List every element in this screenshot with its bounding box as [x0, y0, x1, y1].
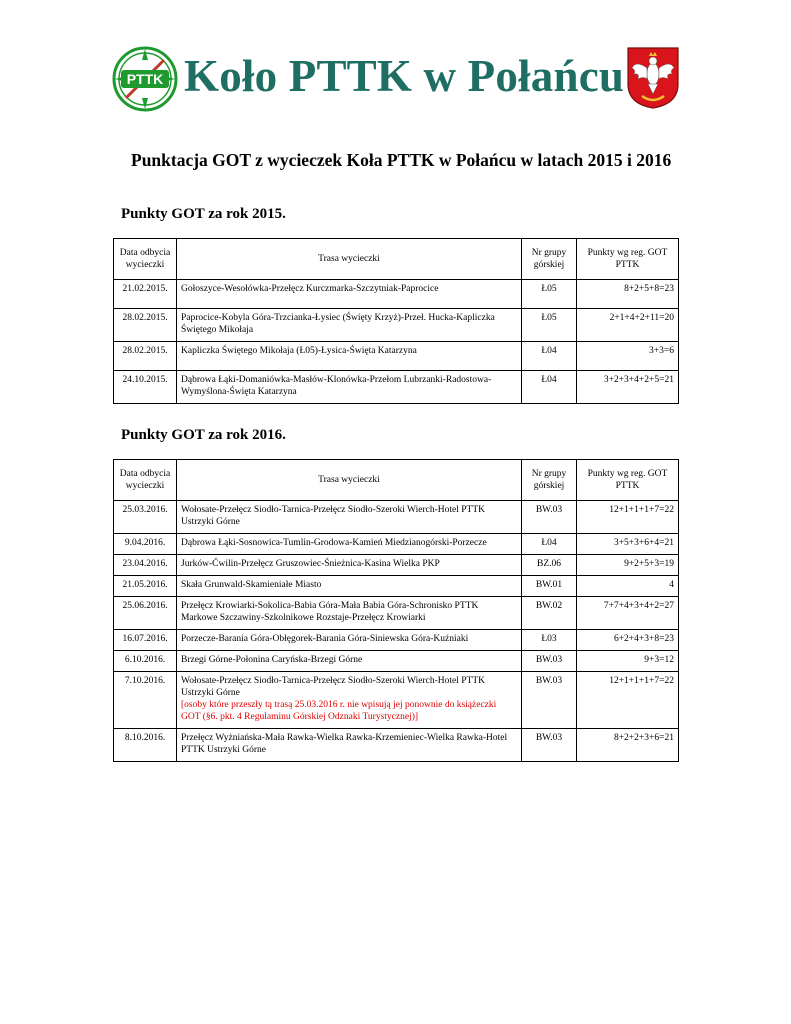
- cell-group: Ł05: [522, 309, 577, 342]
- cell-points: 3+5+3+6+4=21: [577, 534, 679, 555]
- cell-route: Porzecze-Barania Góra-Obłęgorek-Barania Góra-Siniewska Góra-Kuźniaki: [177, 630, 522, 651]
- cell-date: 8.10.2016.: [114, 729, 177, 762]
- document-title: Punktacja GOT z wycieczek Koła PTTK w Połańcu w latach 2015 i 2016: [131, 150, 672, 170]
- cell-group: BW.03: [522, 729, 577, 762]
- cell-points: 4: [577, 576, 679, 597]
- cell-date: 21.05.2016.: [114, 576, 177, 597]
- got-table-2015: [113, 238, 679, 404]
- cell-group: Ł04: [522, 534, 577, 555]
- cell-route: Wołosate-Przełęcz Siodło-Tarnica-Przełęcz Siodło-Szeroki Wierch-Hotel PTTK Ustrzyki Górne: [177, 501, 522, 534]
- table-header-row: [114, 239, 679, 280]
- cell-route: Przełęcz Wyżniańska-Mała Rawka-Wielka Rawka-Krzemieniec-Wielka Rawka-Hotel PTTK Ustrzyki Górne: [177, 729, 522, 762]
- cell-date: 24.10.2015.: [114, 371, 177, 404]
- table-row: [114, 651, 679, 672]
- cell-points: 9+2+5+3=19: [577, 555, 679, 576]
- section-title-2016: Punkty GOT za rok 2016.: [121, 427, 286, 443]
- cell-date: 28.02.2015.: [114, 342, 177, 371]
- polaniec-coat-of-arms-icon: [626, 46, 680, 110]
- cell-route: Przełęcz Krowiarki-Sokolica-Babia Góra-Mała Babia Góra-Schronisko PTTK Markowe Szczawiny-Szkolnikowe Rozstaje-Przełęcz Krowiarki: [177, 597, 522, 630]
- logo-text: PTTK: [126, 71, 164, 87]
- table-row: [114, 597, 679, 630]
- cell-route: Brzegi Górne-Połonina Caryńska-Brzegi Górne: [177, 651, 522, 672]
- cell-group: BZ.06: [522, 555, 577, 576]
- cell-route: Paprocice-Kobyla Góra-Trzcianka-Łysiec (Święty Krzyż)-Przeł. Hucka-Kapliczka Świętego Mikołaja: [177, 309, 522, 342]
- table-row: [114, 280, 679, 309]
- cell-date: 16.07.2016.: [114, 630, 177, 651]
- cell-route: Gołoszyce-Wesołówka-Przełęcz Kurczmarka-Szczytniak-Paprocice: [177, 280, 522, 309]
- cell-route: Jurków-Ćwilin-Przełęcz Gruszowiec-Śnieżnica-Kasina Wielka PKP: [177, 555, 522, 576]
- cell-group: Ł03: [522, 630, 577, 651]
- cell-group: BW.03: [522, 501, 577, 534]
- column-header-date: Data odbycia wycieczki: [114, 460, 177, 501]
- table-row: [114, 534, 679, 555]
- table-row: [114, 501, 679, 534]
- pttk-badge-icon: [112, 46, 178, 112]
- table-row: [114, 672, 679, 729]
- cell-points: 9+3=12: [577, 651, 679, 672]
- cell-date: 23.04.2016.: [114, 555, 177, 576]
- table-row: [114, 371, 679, 404]
- cell-date: 9.04.2016.: [114, 534, 177, 555]
- column-header-route: Trasa wycieczki: [177, 239, 522, 280]
- table-row: [114, 555, 679, 576]
- table-row: [114, 309, 679, 342]
- cell-route: Skała Grunwald-Skamieniałe Miasto: [177, 576, 522, 597]
- page-heading: Koło PTTK w Połańcu: [184, 51, 625, 101]
- table-row: [114, 630, 679, 651]
- cell-group: BW.03: [522, 672, 577, 729]
- cell-group: BW.02: [522, 597, 577, 630]
- column-header-group: Nr grupy górskiej: [522, 460, 577, 501]
- cell-points: 8+2+2+3+6=21: [577, 729, 679, 762]
- column-header-points: Punkty wg reg. GOT PTTK: [577, 239, 679, 280]
- cell-points: 12+1+1+1+7=22: [577, 672, 679, 729]
- cell-points: 7+7+4+3+4+2=27: [577, 597, 679, 630]
- route-text: Wołosate-Przełęcz Siodło-Tarnica-Przełęcz Siodło-Szeroki Wierch-Hotel PTTK Ustrzyki Górne: [181, 676, 486, 698]
- cell-date: 7.10.2016.: [114, 672, 177, 729]
- cell-points: 3+3=6: [577, 342, 679, 371]
- cell-date: 6.10.2016.: [114, 651, 177, 672]
- cell-date: 25.06.2016.: [114, 597, 177, 630]
- cell-group: BW.03: [522, 651, 577, 672]
- table-row: [114, 576, 679, 597]
- table-header-row: [114, 460, 679, 501]
- column-header-route: Trasa wycieczki: [177, 460, 522, 501]
- cell-points: 12+1+1+1+7=22: [577, 501, 679, 534]
- page-header: [112, 44, 682, 112]
- route-note: [osoby które przeszły tą trasą 25.03.2016 r. nie wpisują jej ponownie do książeczki GOT (§6. pkt. 4 Regulaminu Górskiej Odznaki Turystycznej)]: [181, 700, 497, 722]
- cell-group: Ł05: [522, 280, 577, 309]
- cell-points: 6+2+4+3+8=23: [577, 630, 679, 651]
- cell-date: 25.03.2016.: [114, 501, 177, 534]
- cell-route: Kapliczka Świętego Mikołaja (Ł05)-Łysica-Święta Katarzyna: [177, 342, 522, 371]
- got-table-2016: [113, 459, 679, 762]
- column-header-date: Data odbycia wycieczki: [114, 239, 177, 280]
- cell-group: BW.01: [522, 576, 577, 597]
- cell-group: Ł04: [522, 371, 577, 404]
- cell-points: 2+1+4+2+11=20: [577, 309, 679, 342]
- cell-date: 28.02.2015.: [114, 309, 177, 342]
- column-header-group: Nr grupy górskiej: [522, 239, 577, 280]
- cell-points: 3+2+3+4+2+5=21: [577, 371, 679, 404]
- cell-group: Ł04: [522, 342, 577, 371]
- cell-route-with-note: [177, 672, 522, 729]
- table-row: [114, 342, 679, 371]
- cell-route: Dąbrowa Łąki-Domaniówka-Masłów-Klonówka-Przełom Lubrzanki-Radostowa-Wymyślona-Święta Katarzyna: [177, 371, 522, 404]
- cell-route: Dąbrowa Łąki-Sosnowica-Tumlin-Grodowa-Kamień Miedzianogórski-Porzecze: [177, 534, 522, 555]
- cell-points: 8+2+5+8=23: [577, 280, 679, 309]
- table-row: [114, 729, 679, 762]
- column-header-points: Punkty wg reg. GOT PTTK: [577, 460, 679, 501]
- section-title-2015: Punkty GOT za rok 2015.: [121, 206, 286, 222]
- cell-date: 21.02.2015.: [114, 280, 177, 309]
